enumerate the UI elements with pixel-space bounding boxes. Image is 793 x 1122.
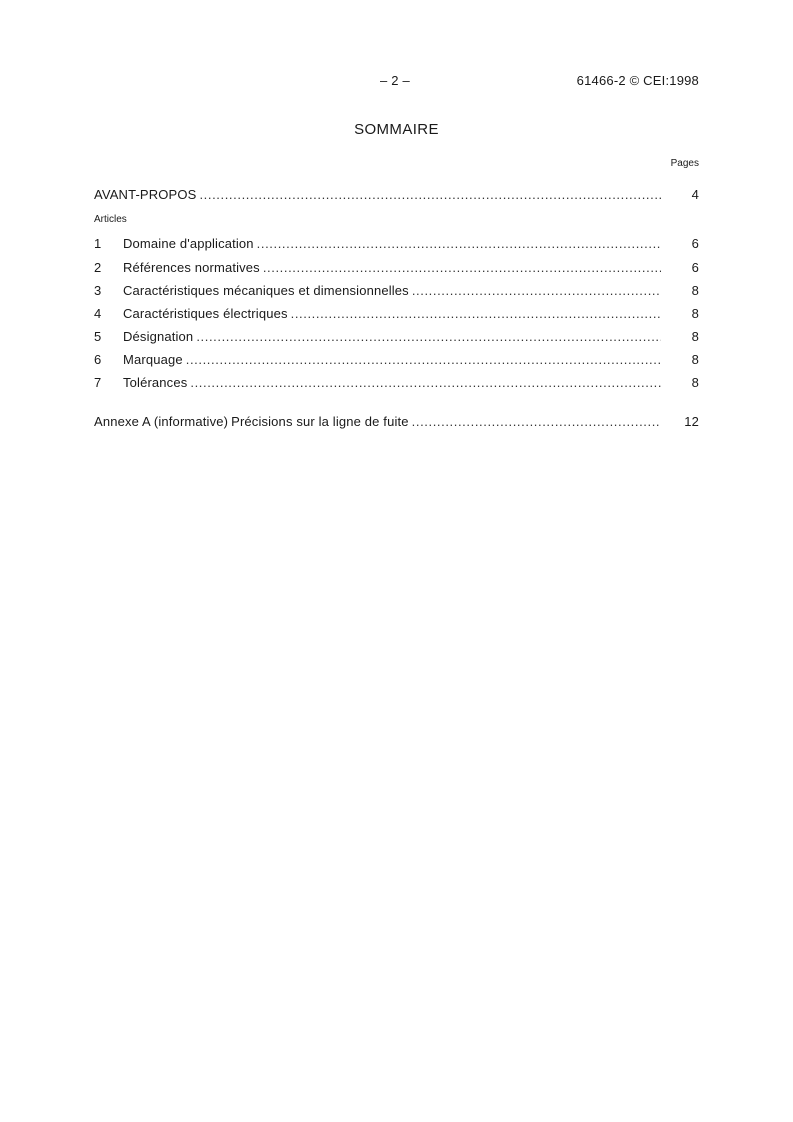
toc-entry-page: 4 — [691, 187, 699, 202]
toc-entry-page: 8 — [691, 329, 699, 344]
toc-entry-number: 3 — [94, 283, 102, 298]
toc-entry-text: Précisions sur la ligne de fuite — [231, 414, 409, 429]
toc-entry-text: Marquage — [123, 352, 183, 367]
toc-entry-article[interactable] — [94, 352, 699, 370]
annex-label: Annexe A (informative) — [94, 414, 229, 429]
dot-leader — [412, 283, 661, 298]
dot-leader — [186, 352, 661, 367]
toc-entry-article[interactable] — [94, 306, 699, 324]
toc-entry-page: 12 — [684, 414, 699, 429]
dot-leader — [257, 236, 661, 251]
toc-entry-page: 6 — [691, 236, 699, 251]
toc-entry-text: Domaine d'application — [123, 236, 254, 251]
toc-entry-text: Désignation — [123, 329, 194, 344]
toc-entry-article[interactable] — [94, 260, 699, 278]
toc-entry-number: 6 — [94, 352, 102, 367]
toc-entry-page: 8 — [691, 306, 699, 321]
articles-label: Articles — [94, 214, 127, 225]
toc-entry-annex[interactable] — [94, 414, 699, 432]
toc-entry-number: 7 — [94, 375, 102, 390]
toc-entry-article[interactable] — [94, 375, 699, 393]
toc-entry-article[interactable] — [94, 236, 699, 254]
toc-entry-article[interactable] — [94, 283, 699, 301]
toc-entry-text: Caractéristiques mécaniques et dimensionnelles — [123, 283, 409, 298]
document-reference: 61466-2 © CEI:1998 — [576, 73, 699, 88]
toc-entry-text: Références normatives — [123, 260, 260, 275]
dot-leader — [199, 187, 661, 202]
toc-entry-number: 1 — [94, 236, 102, 251]
toc-entry-foreword[interactable] — [94, 187, 699, 205]
toc-entry-page: 8 — [691, 283, 699, 298]
page-number: – 2 – — [380, 73, 410, 88]
toc-entry-page: 6 — [691, 260, 699, 275]
toc-title: SOMMAIRE — [354, 121, 439, 138]
dot-leader — [263, 260, 661, 275]
dot-leader — [196, 329, 661, 344]
toc-entry-page: 8 — [691, 352, 699, 367]
toc-entry-number: 2 — [94, 260, 102, 275]
dot-leader — [291, 306, 661, 321]
toc-entry-text: AVANT-PROPOS — [94, 187, 197, 202]
toc-entry-article[interactable] — [94, 329, 699, 347]
pages-column-label: Pages — [670, 158, 699, 169]
toc-entry-number: 4 — [94, 306, 102, 321]
dot-leader — [190, 375, 661, 390]
toc-entry-text: Tolérances — [123, 375, 188, 390]
toc-entry-page: 8 — [691, 375, 699, 390]
dot-leader — [412, 414, 661, 429]
toc-entry-text: Caractéristiques électriques — [123, 306, 288, 321]
toc-entry-number: 5 — [94, 329, 102, 344]
